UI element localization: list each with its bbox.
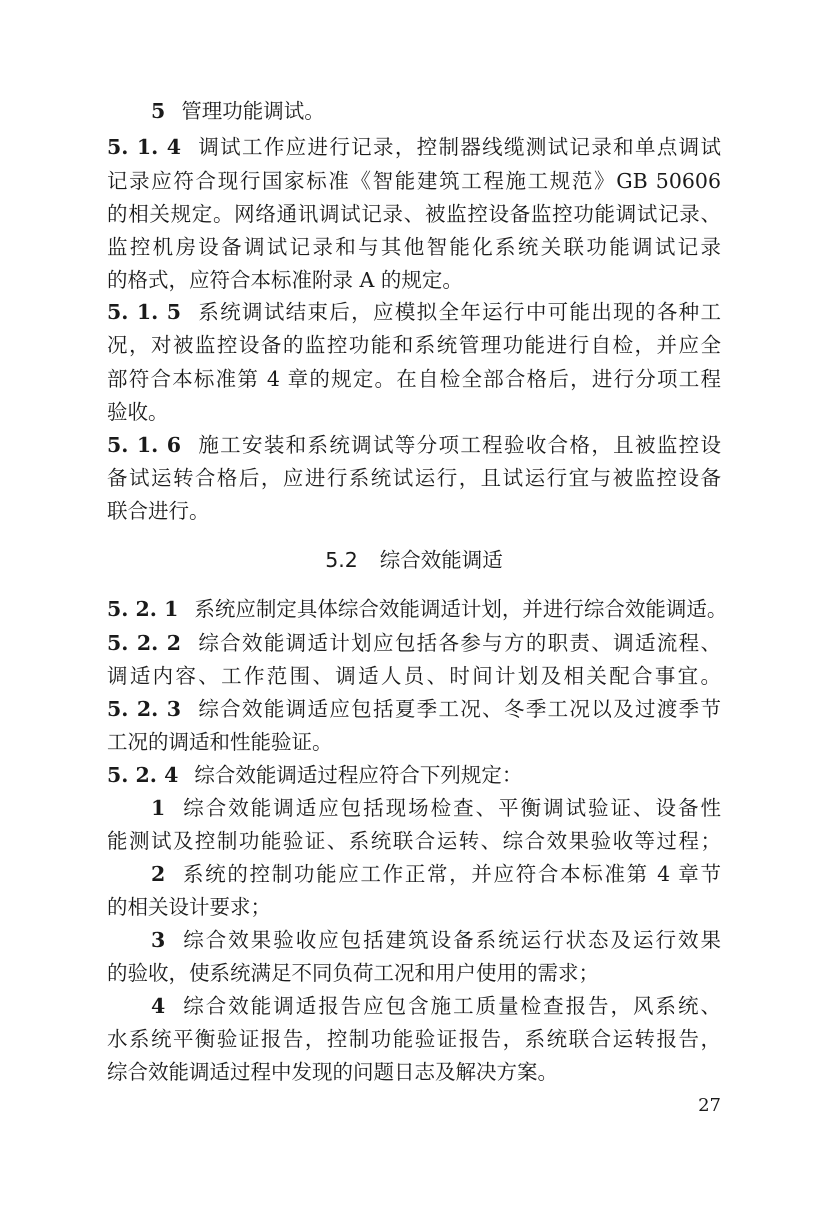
clause-5-2-1-line-1: 5. 2. 1 系统应制定具体综合效能调适计划，并进行综合效能调适。 [107, 597, 728, 621]
item-2-line-1: 2 系统的控制功能应工作正常，并应符合本标准第 4 章节 [151, 862, 721, 886]
clause-5-1-5-line-3: 部符合本标准第 4 章的规定。在自检全部合格后，进行分项工程 [107, 367, 721, 391]
clause-5-1-5-line-4: 验收。 [107, 400, 169, 424]
clause-5-2-2-line-1: 5. 2. 2 综合效能调适计划应包括各参与方的职责、调适流程、 [107, 631, 722, 655]
clause-5-1-4-line-1: 5. 1. 4 调试工作应进行记录，控制器线缆测试记录和单点调试 [107, 135, 722, 159]
item-4-line-2: 水系统平衡验证报告，控制功能验证报告，系统联合运转报告， [107, 1027, 721, 1051]
page-number: 27 [698, 1095, 721, 1116]
clause-5-2-2-line-2: 调适内容、工作范围、调适人员、时间计划及相关配合事宜。 [107, 664, 721, 688]
item-1-line-1: 1 综合效能调适应包括现场检查、平衡调试验证、设备性 [151, 796, 721, 820]
clause-5-1-6-line-3: 联合进行。 [107, 499, 210, 523]
clause-5-1-5-line-1: 5. 1. 5 系统调试结束后，应模拟全年运行中可能出现的各种工 [107, 300, 722, 324]
item-5-line-1: 5 管理功能调试。 [151, 99, 325, 123]
clause-5-2-3-line-2: 工况的调适和性能验证。 [107, 730, 333, 754]
item-3-line-1: 3 综合效果验收应包括建筑设备系统运行状态及运行效果 [151, 928, 721, 952]
clause-5-1-4-line-2: 记录应符合现行国家标准《智能建筑工程施工规范》GB 50606 [107, 169, 721, 193]
item-3-line-2: 的验收，使系统满足不同负荷工况和用户使用的需求； [107, 961, 599, 985]
clause-5-2-4-line-1: 5. 2. 4 综合效能调适过程应符合下列规定： [107, 763, 523, 787]
item-2-line-2: 的相关设计要求； [107, 895, 271, 919]
clause-5-1-4-line-5: 的格式，应符合本标准附录 A 的规定。 [107, 268, 463, 292]
clause-5-2-3-line-1: 5. 2. 3 综合效能调适应包括夏季工况、冬季工况以及过渡季节 [107, 697, 722, 721]
clause-5-1-6-line-2: 备试运转合格后，应进行系统试运行，且试运行宜与被监控设备 [107, 466, 721, 490]
clause-5-1-4-line-3: 的相关规定。网络通讯调试记录、被监控设备监控功能调试记录、 [107, 202, 721, 226]
item-4-line-1: 4 综合效能调适报告应包含施工质量检查报告，风系统、 [151, 994, 721, 1018]
item-1-line-2: 能测试及控制功能验证、系统联合运转、综合效果验收等过程； [107, 829, 721, 853]
clause-5-1-6-line-1: 5. 1. 6 施工安装和系统调试等分项工程验收合格，且被监控设 [107, 433, 722, 457]
item-4-line-3: 综合效能调适过程中发现的问题日志及解决方案。 [107, 1060, 558, 1084]
section-heading: 5.2 综合效能调适 [325, 548, 503, 572]
clause-5-1-4-line-4: 监控机房设备调试记录和与其他智能化系统关联功能调试记录 [107, 235, 721, 259]
clause-5-1-5-line-2: 况，对被监控设备的监控功能和系统管理功能进行自检，并应全 [107, 333, 721, 357]
